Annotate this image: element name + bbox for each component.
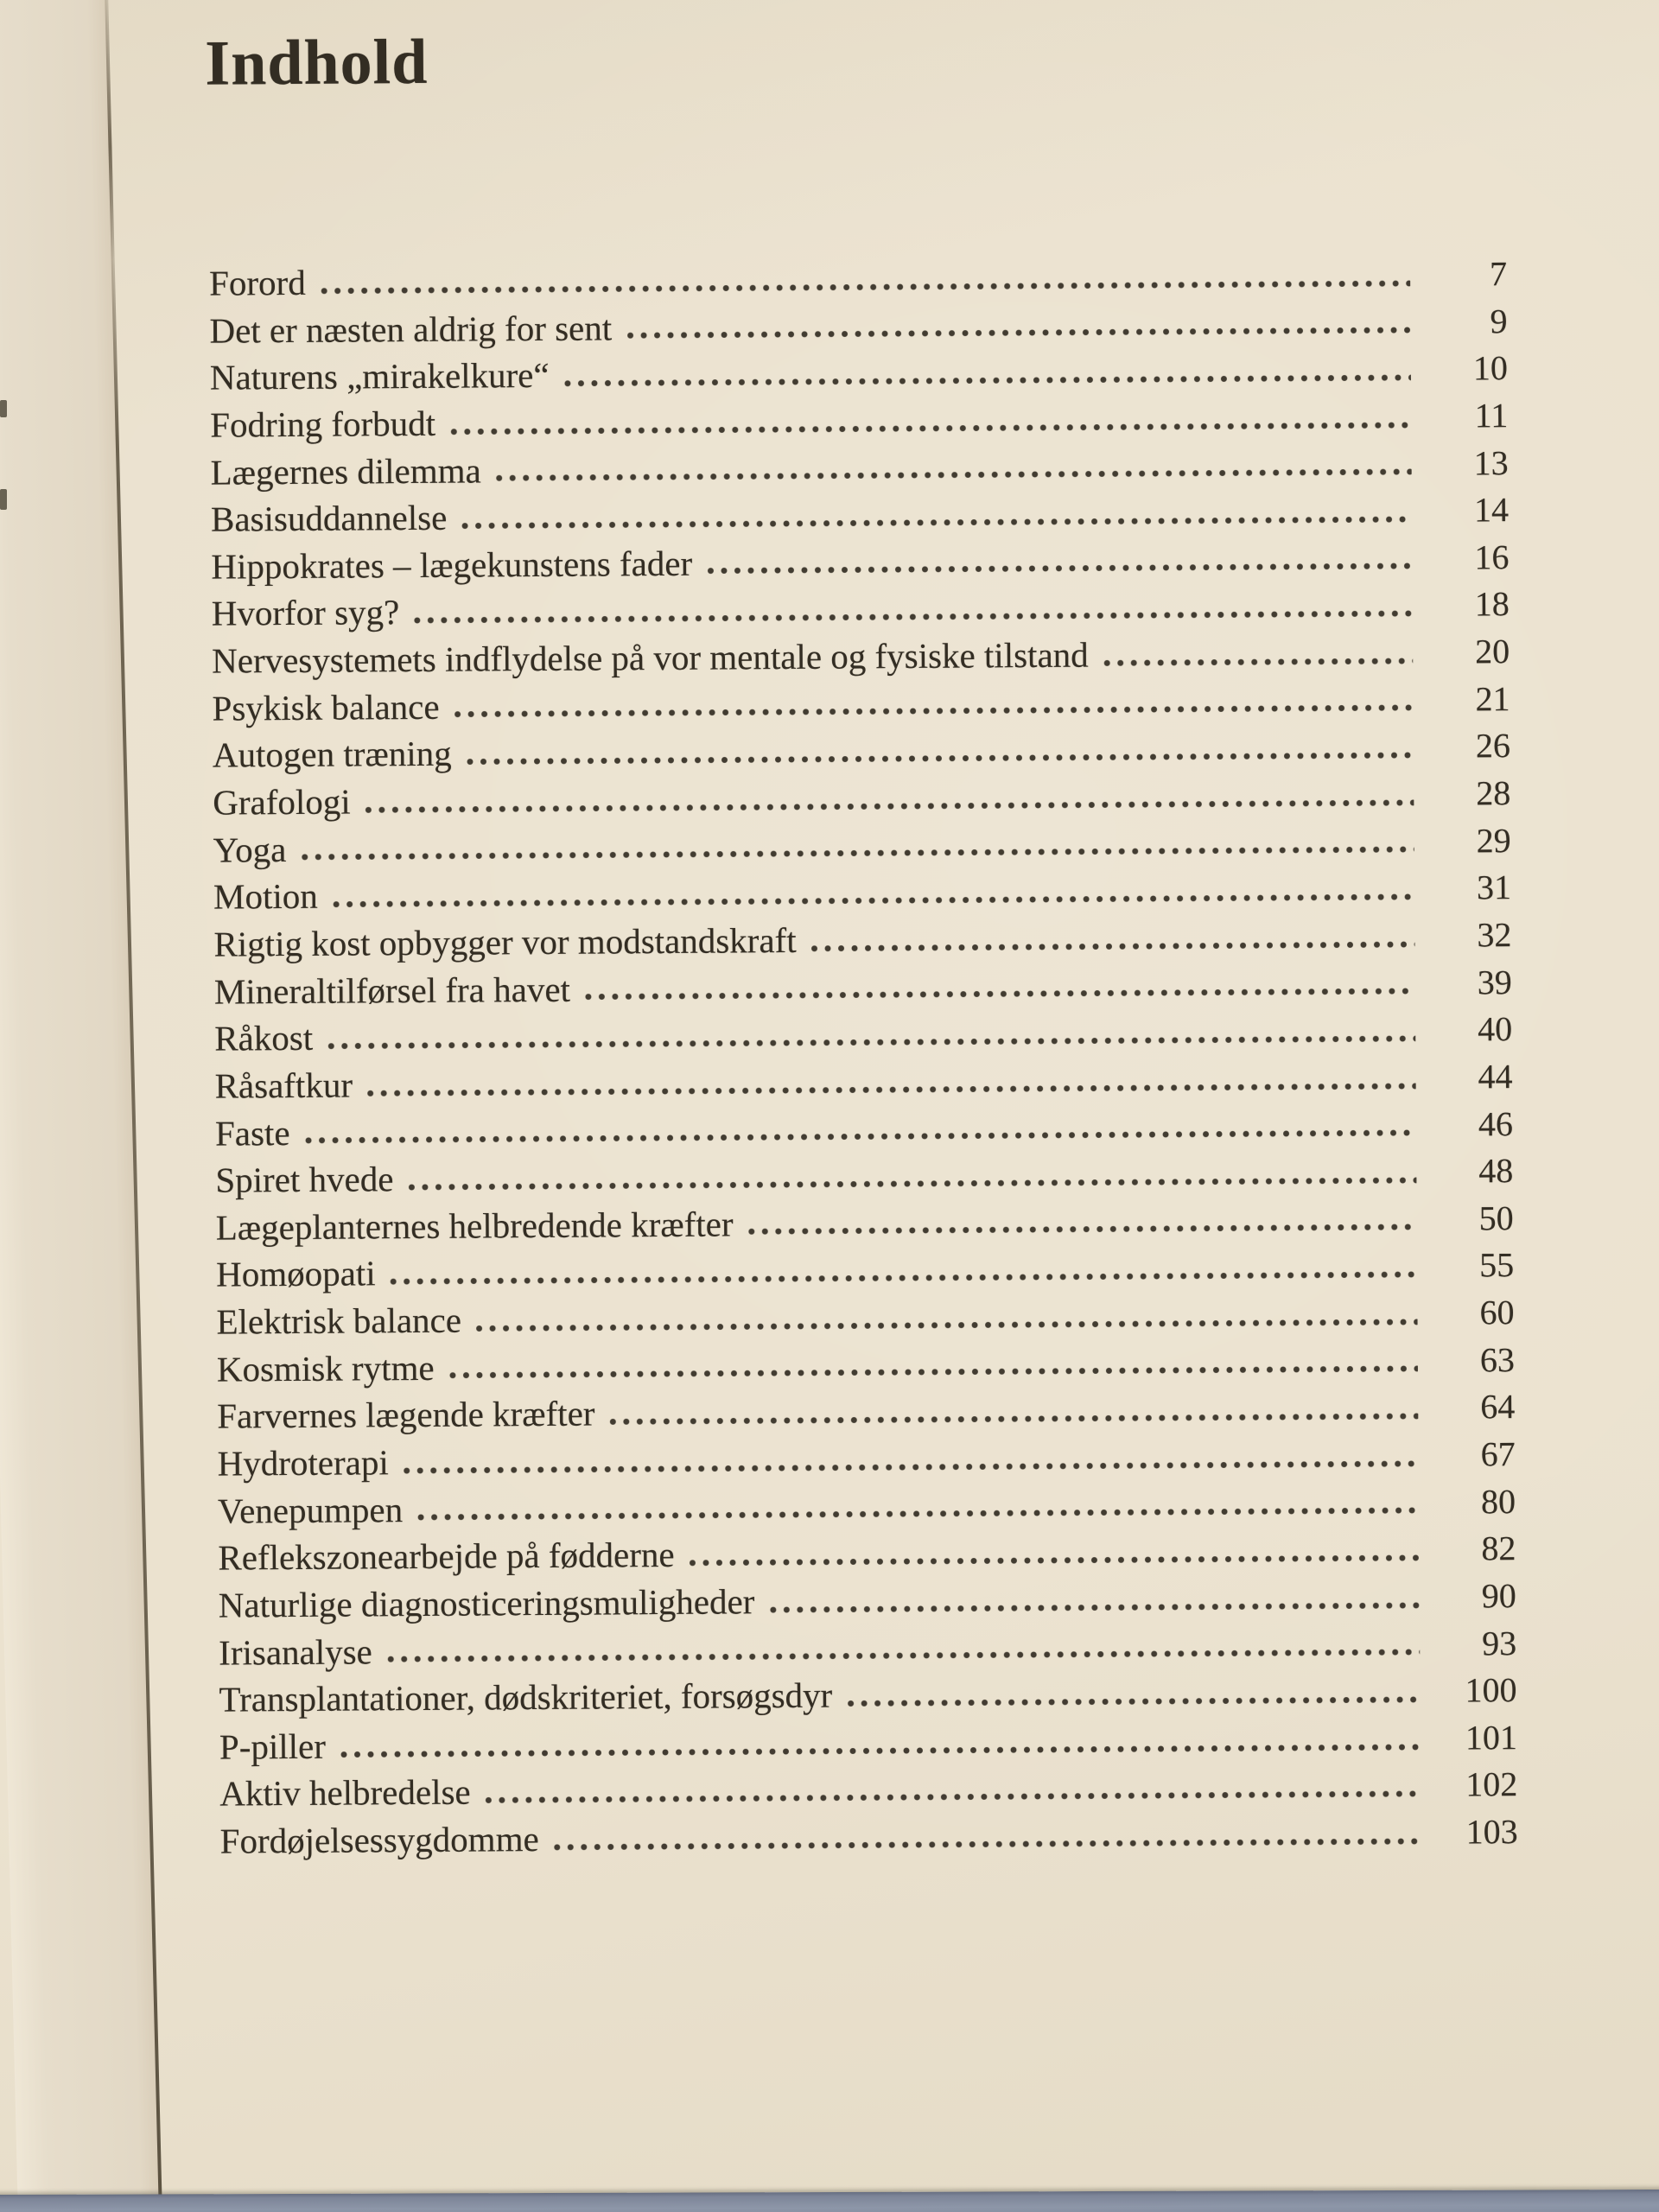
dot-leader — [388, 1270, 1418, 1286]
dot-leader — [385, 1648, 1420, 1663]
dot-leader — [582, 987, 1415, 1001]
dot-leader — [687, 1554, 1420, 1567]
toc-entry-page-number: 55 — [1478, 1245, 1515, 1285]
toc-entry-title: Rigtig kost opbygger vor modstandskraft — [213, 919, 797, 964]
dot-leader — [411, 609, 1413, 625]
dot-leader — [448, 421, 1411, 436]
toc-entry-title: Det er næsten aldrig for sent — [209, 308, 613, 351]
dot-leader — [338, 1742, 1421, 1758]
toc-entry-page-number: 63 — [1479, 1339, 1516, 1380]
toc-entry-title: Yoga — [213, 829, 287, 870]
toc-entry-page-number: 67 — [1480, 1434, 1516, 1474]
toc-entry-page-number: 40 — [1478, 1009, 1513, 1049]
toc-entry-title: Autogen træning — [212, 734, 452, 776]
toc-entry-title: Irisanalyse — [219, 1630, 372, 1673]
toc-entry-title: Aktiv helbredelse — [219, 1772, 471, 1815]
toc-entry-page-number: 102 — [1465, 1764, 1518, 1805]
toc-row — [220, 1808, 1518, 1865]
toc-entry-title: Psykisk balance — [212, 686, 440, 728]
toc-entry-page-number: 82 — [1481, 1529, 1516, 1568]
toc-entry-title: Fordøjelsessygdomme — [219, 1819, 539, 1861]
dot-leader — [493, 467, 1412, 482]
toc-entry-page-number: 101 — [1465, 1717, 1518, 1758]
toc-entry-page-number: 93 — [1481, 1623, 1517, 1662]
toc-entry-page-number: 28 — [1476, 773, 1511, 813]
dot-leader — [401, 1459, 1419, 1475]
toc-entry-page-number: 32 — [1477, 915, 1512, 955]
toc-entry-page-number: 31 — [1476, 868, 1512, 907]
toc-entry-title: Hippokrates – lægekunstens fader — [211, 543, 693, 587]
dot-leader — [318, 279, 1410, 296]
toc-entry-title: Farvernes lægende kræfter — [217, 1393, 595, 1436]
toc-entry-title: Grafologi — [213, 781, 351, 823]
toc-entry-title: Mineraltilførsel fra havet — [213, 969, 571, 1012]
toc-entry-title: Råkost — [214, 1018, 314, 1058]
dot-leader — [302, 1128, 1416, 1145]
toc-entry-title: Elektrisk balance — [216, 1300, 462, 1342]
dot-leader — [363, 798, 1414, 814]
toc-entry-title: P-piller — [219, 1726, 327, 1767]
dot-leader — [452, 703, 1414, 719]
toc-entry-title: Reflekszonearbejde på fødderne — [218, 1535, 675, 1578]
toc-entry-page-number: 46 — [1478, 1103, 1514, 1143]
toc-entry-page-number: 7 — [1489, 254, 1508, 294]
toc-entry-page-number: 80 — [1480, 1481, 1516, 1522]
toc-entry-title: Hydroterapi — [217, 1442, 389, 1484]
dot-leader — [483, 1789, 1421, 1805]
dot-leader — [447, 1364, 1418, 1380]
toc-entry-title: Venepumpen — [217, 1489, 404, 1531]
dot-leader — [624, 326, 1410, 340]
toc-entry-page-number: 103 — [1465, 1812, 1518, 1852]
dot-leader — [607, 1412, 1418, 1427]
toc-entry-title: Basisuddannelse — [210, 497, 448, 539]
dot-leader — [809, 940, 1415, 953]
dot-leader — [844, 1695, 1420, 1708]
toc-entry-title: Homøopati — [215, 1253, 376, 1295]
toc-entry-page-number: 13 — [1473, 442, 1509, 482]
dot-leader — [562, 373, 1411, 388]
dot-leader — [365, 1081, 1416, 1096]
toc-entry-title: Motion — [213, 876, 318, 917]
dot-leader — [325, 1034, 1415, 1051]
toc-entry-page-number: 64 — [1480, 1387, 1516, 1427]
toc-entry-page-number: 100 — [1465, 1670, 1517, 1710]
dot-leader — [746, 1223, 1417, 1236]
dot-leader — [464, 751, 1414, 766]
toc-entry-title: Spiret hvede — [215, 1159, 394, 1200]
toc-entry-page-number: 50 — [1478, 1198, 1514, 1238]
dot-leader — [1101, 657, 1414, 668]
dot-leader — [474, 1318, 1418, 1333]
toc-entry-page-number: 39 — [1477, 962, 1512, 1002]
toc-entry-title: Lægeplanternes helbredende kræfter — [215, 1204, 734, 1248]
toc-entry-title: Naturens „mirakelkure“ — [209, 355, 550, 397]
toc-entry-title: Råsaftkur — [214, 1065, 353, 1106]
dot-leader — [298, 845, 1414, 861]
dot-leader — [766, 1600, 1420, 1613]
toc-entry-title: Forord — [208, 262, 306, 303]
page-title: Indhold — [205, 26, 429, 99]
toc-entry-title: Kosmisk rytme — [216, 1347, 435, 1389]
toc-entry-page-number: 10 — [1472, 348, 1509, 388]
toc-entry-page-number: 60 — [1479, 1293, 1515, 1332]
toc-entry-page-number: 26 — [1475, 726, 1511, 766]
toc-entry-page-number: 18 — [1474, 584, 1510, 624]
toc-entry-page-number: 11 — [1474, 396, 1509, 435]
toc-entry-page-number: 20 — [1474, 632, 1510, 671]
dot-leader — [551, 1837, 1421, 1852]
toc-entry-page-number: 90 — [1481, 1576, 1516, 1616]
toc-entry-page-number: 48 — [1478, 1151, 1514, 1191]
toc-entry-title: Nervesystemets indflydelse på vor mentale og fysiske tilstand — [212, 634, 1089, 681]
dot-leader — [704, 562, 1412, 575]
table-of-contents — [209, 251, 1518, 1865]
toc-entry-title: Naturlige diagnosticeringsmuligheder — [218, 1581, 755, 1625]
toc-entry-page-number: 29 — [1476, 820, 1511, 861]
toc-entry-page-number: 44 — [1478, 1057, 1513, 1096]
toc-entry-title: Transplantationer, dødskriteriet, forsøgsdyr — [219, 1675, 833, 1719]
toc-entry-page-number: 9 — [1490, 301, 1508, 340]
toc-entry-title: Faste — [214, 1112, 290, 1154]
dot-leader — [330, 893, 1414, 909]
toc-entry-page-number: 21 — [1475, 678, 1510, 719]
dot-leader — [415, 1506, 1419, 1522]
toc-entry-title: Hvorfor syg? — [211, 592, 400, 634]
dot-leader — [459, 515, 1412, 531]
toc-entry-title: Lægernes dilemma — [210, 450, 481, 493]
toc-entry-title: Fodring forbudt — [210, 403, 436, 445]
toc-entry-page-number: 16 — [1474, 537, 1510, 577]
dot-leader — [405, 1176, 1416, 1192]
toc-entry-page-number: 14 — [1473, 490, 1510, 530]
